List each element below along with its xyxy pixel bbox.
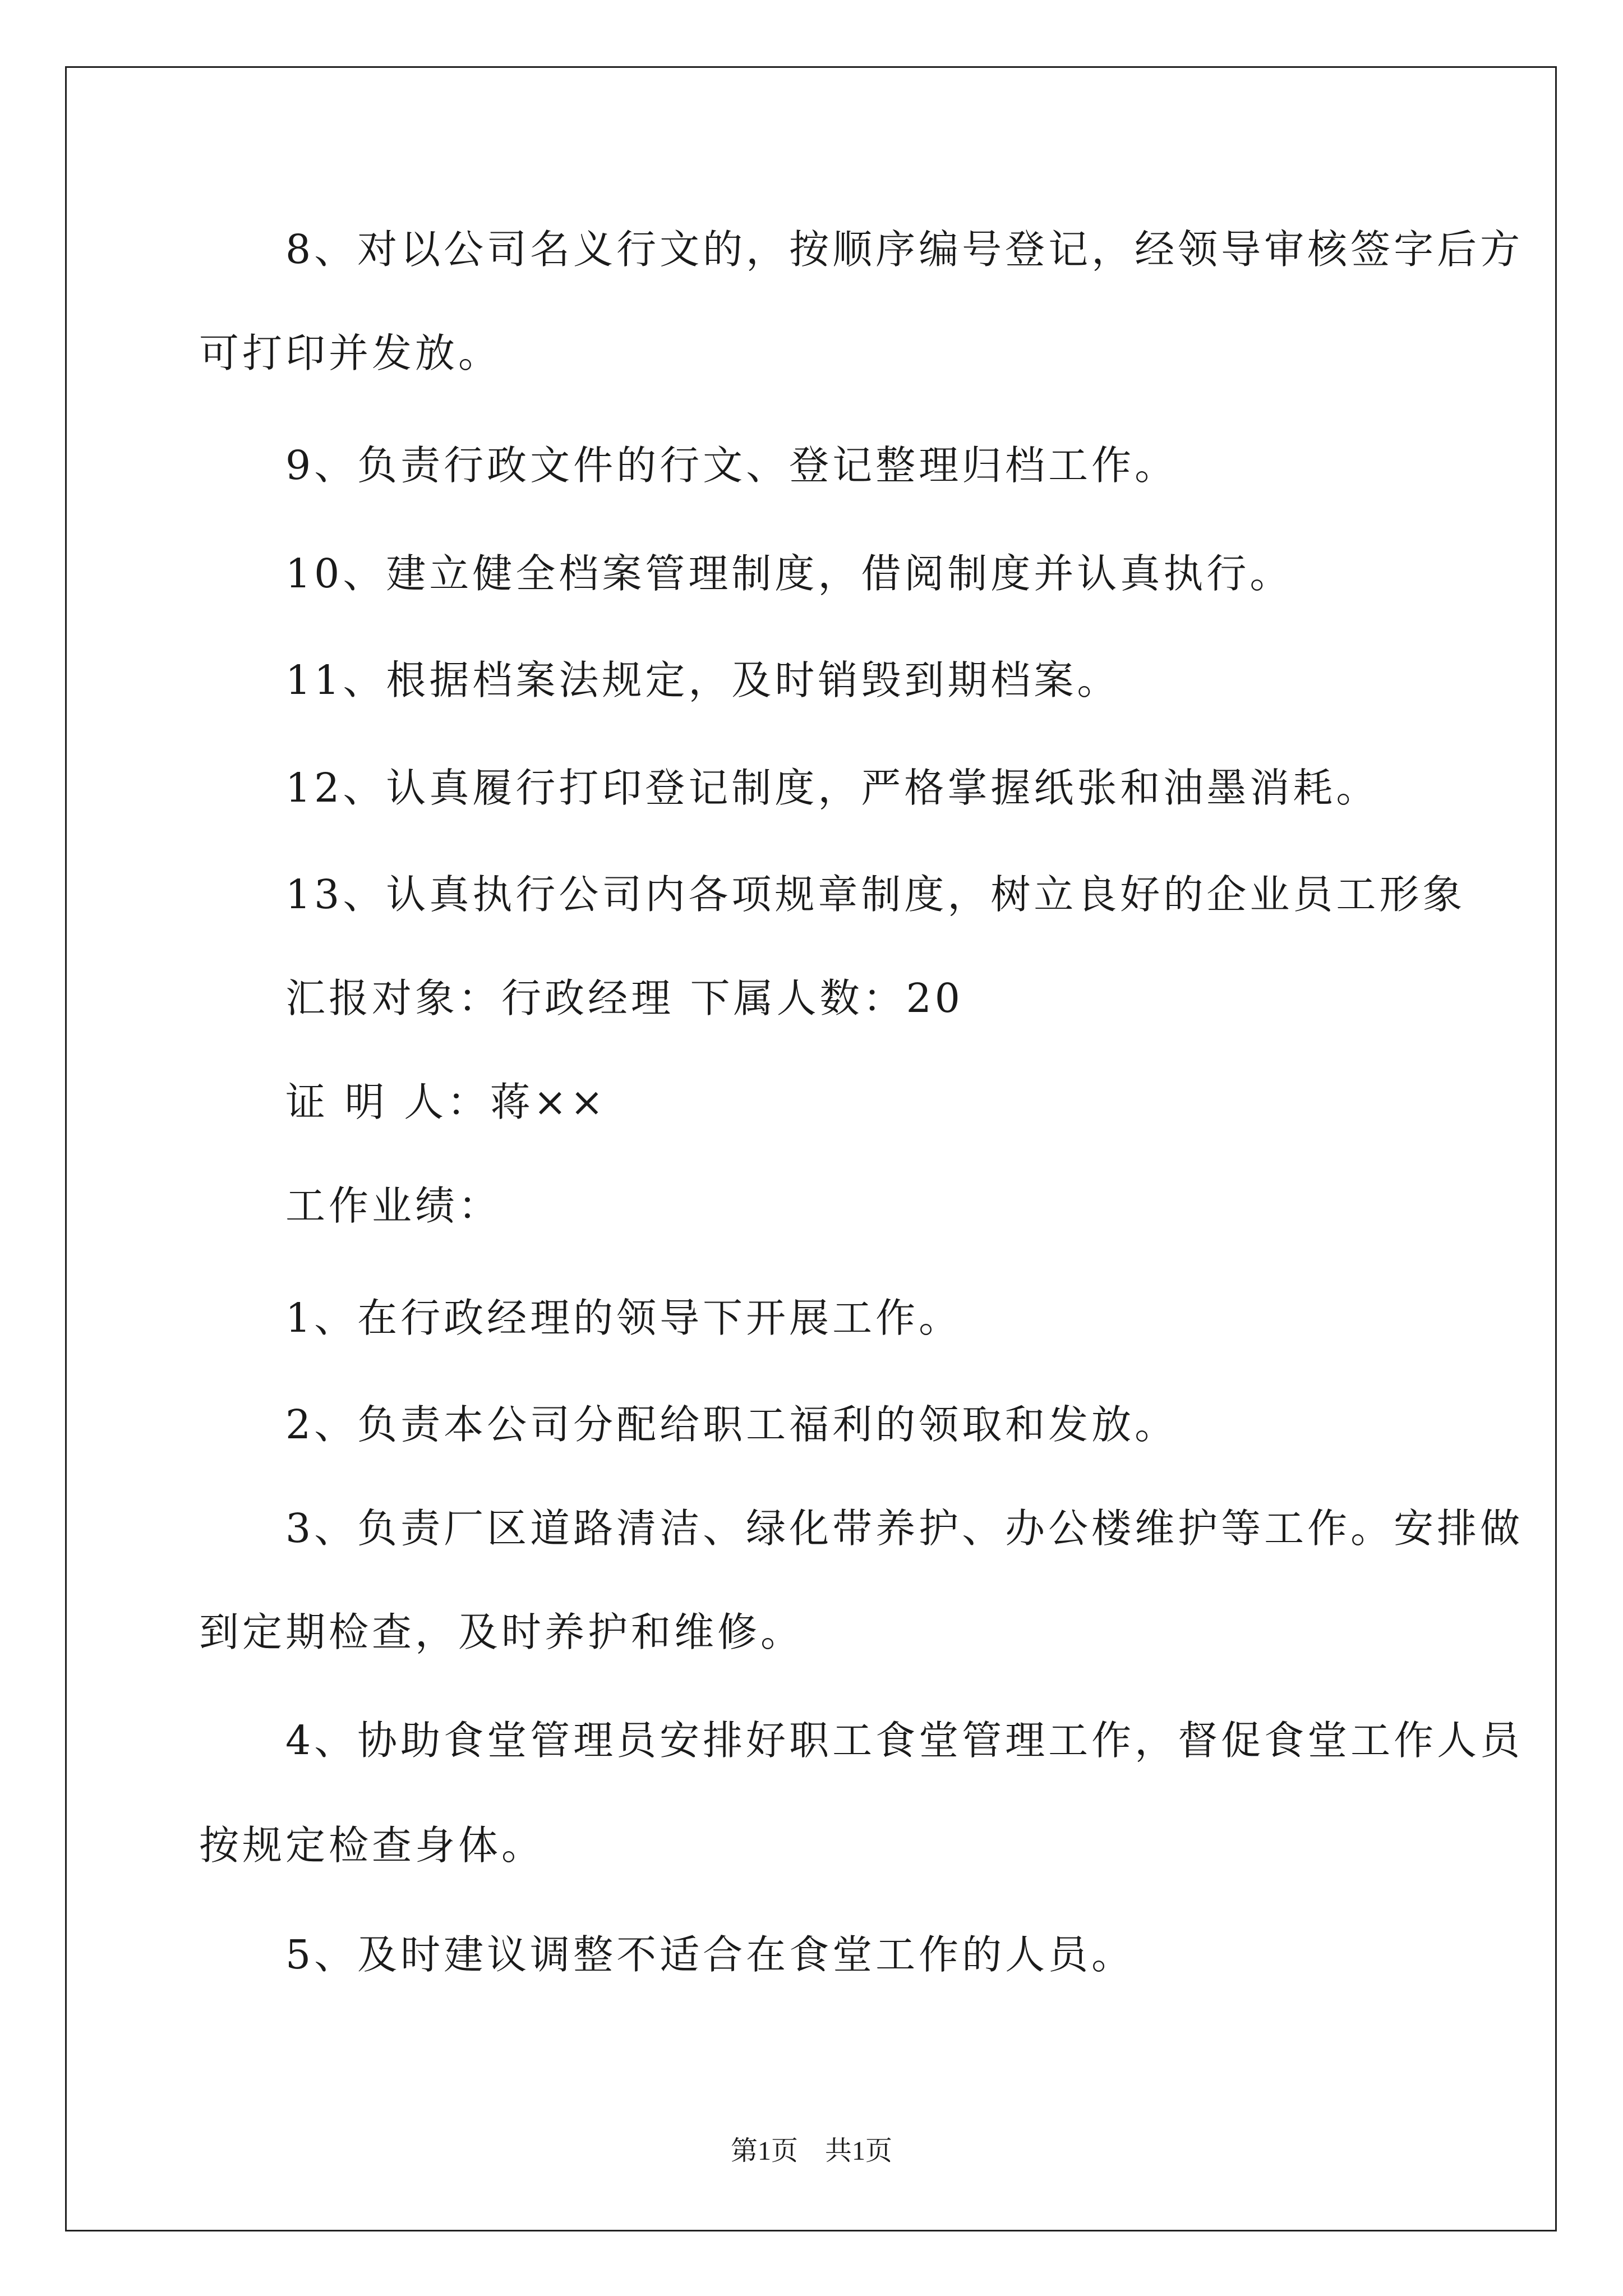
paragraph-line: 工作业绩： [199,1182,502,1229]
paragraph-line: 可打印并发放。 [199,330,502,376]
paragraph-line: 11、根据档案法规定，及时销毁到期档案。 [199,657,1121,703]
paragraph-line: 1、在行政经理的领导下开展工作。 [199,1295,962,1341]
paragraph-line: 证 明 人：蒋×× [199,1079,607,1125]
paragraph-line: 13、认真执行公司内各项规章制度，树立良好的企业员工形象 [199,871,1466,918]
page-footer: 第1页 共1页 [730,2136,892,2166]
paragraph-line: 3、负责厂区道路清洁、绿化带养护、办公楼维护等工作。安排做 [199,1505,1524,1552]
paragraph-line: 按规定检查身体。 [199,1822,545,1869]
paragraph-line: 到定期检查，及时养护和维修。 [199,1609,804,1655]
paragraph-line: 2、负责本公司分配给职工福利的领取和发放。 [199,1401,1178,1448]
paragraph-line: 汇报对象：行政经理 下属人数：20 [199,975,963,1022]
paragraph-line: 8、对以公司名义行文的，按顺序编号登记，经领导审核签字后方 [199,226,1524,273]
paragraph-line: 9、负责行政文件的行文、登记整理归档工作。 [199,442,1178,489]
page-border [65,66,1557,2231]
paragraph-line: 4、协助食堂管理员安排好职工食堂管理工作，督促食堂工作人员 [199,1717,1524,1764]
paragraph-line: 12、认真履行打印登记制度，严格掌握纸张和油墨消耗。 [199,765,1380,811]
paragraph-line: 10、建立健全档案管理制度，借阅制度并认真执行。 [199,550,1293,597]
paragraph-line: 5、及时建议调整不适合在食堂工作的人员。 [199,1931,1135,1978]
